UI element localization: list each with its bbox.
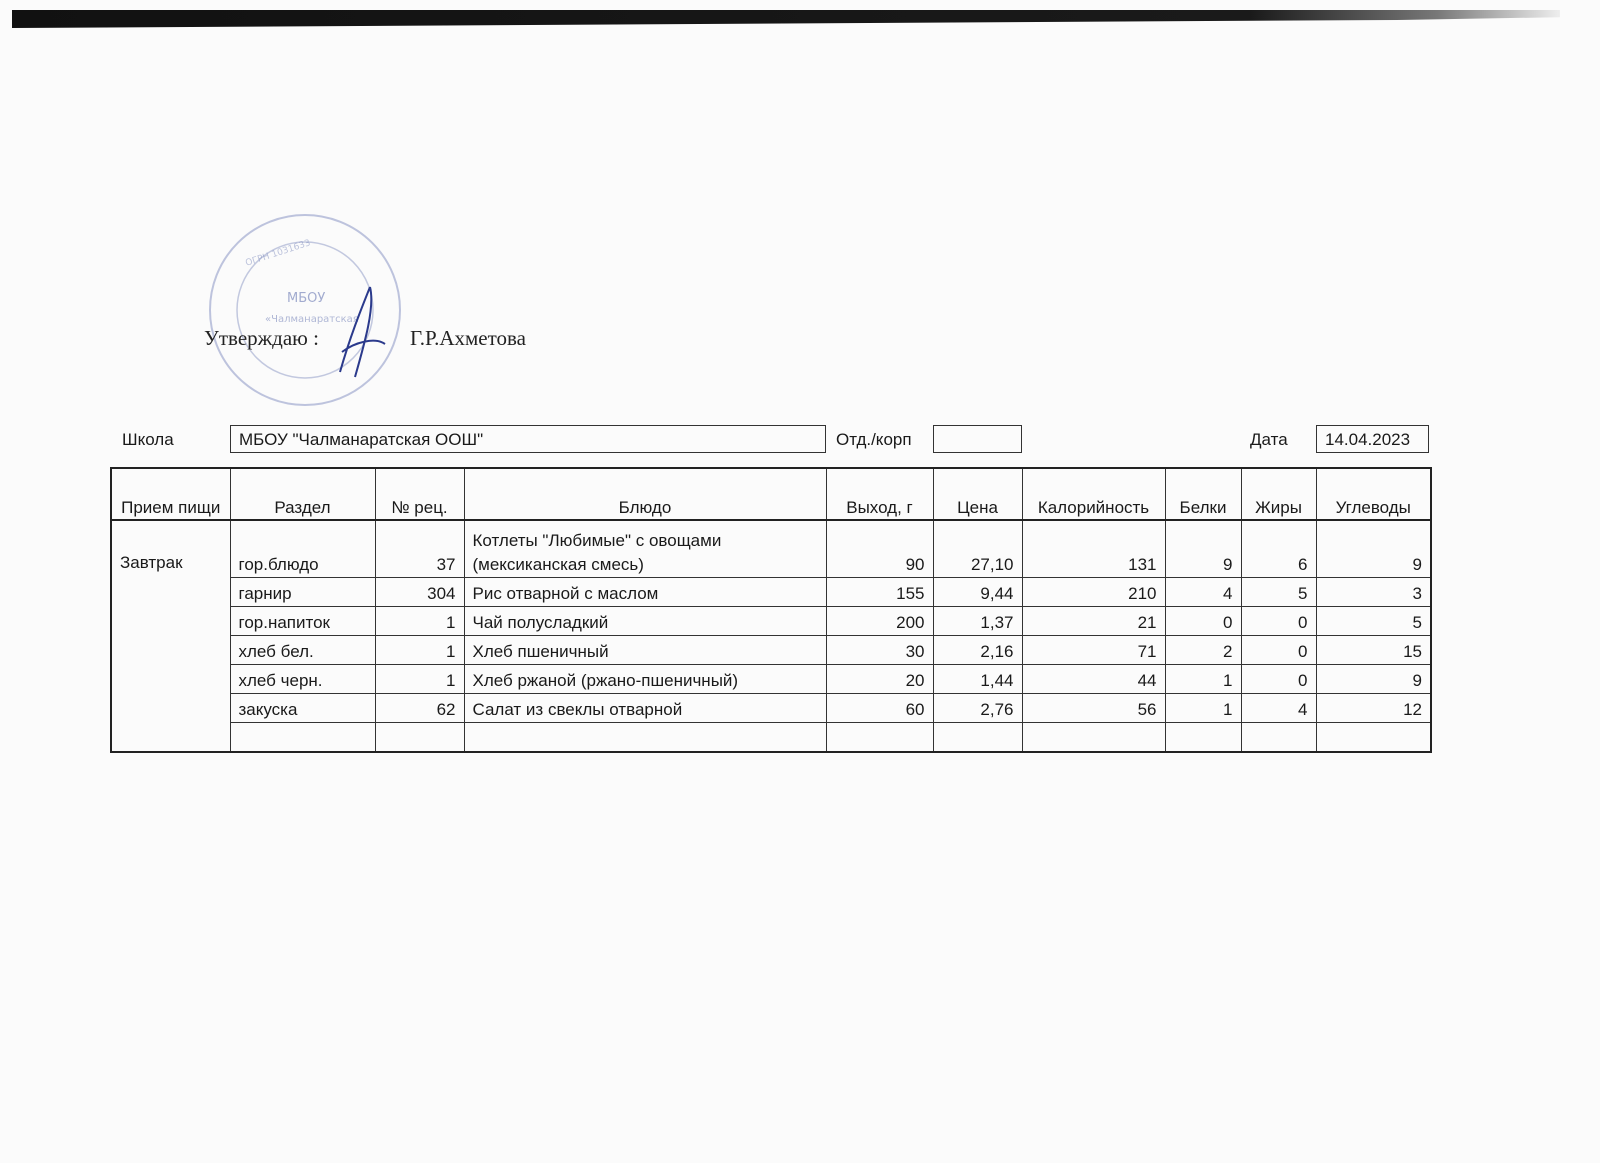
svg-text:ОГРН 1031633: ОГРН 1031633 [244,238,312,269]
dish-cell: Хлеб пшеничный [464,636,826,665]
table-header-row [111,468,1431,520]
svg-text:МБОУ: МБОУ [287,291,326,306]
price-cell: 1,44 [933,665,1022,694]
meal-cell: Завтрак [111,520,230,752]
dept-field[interactable] [933,425,1022,453]
price-cell: 2,16 [933,636,1022,665]
output-cell: 30 [826,636,933,665]
fat-cell: 6 [1241,520,1316,578]
protein-cell: 1 [1165,665,1241,694]
section-cell: гор.блюдо [230,520,375,578]
col-header-calories: Калорийность [1022,468,1165,520]
dish-cell [464,723,826,753]
protein-cell: 1 [1165,694,1241,723]
table-row [111,578,1431,607]
table-row [111,694,1431,723]
dept-label: Отд./корп [836,430,912,449]
col-header-protein: Белки [1165,468,1241,520]
col-header-meal: Прием пищи [111,468,230,520]
carbs-cell: 9 [1316,665,1431,694]
col-header-dish: Блюдо [464,468,826,520]
date-label: Дата [1250,430,1288,449]
recipe-cell: 62 [375,694,464,723]
table-row [111,607,1431,636]
calories-cell: 71 [1022,636,1165,665]
col-header-fat: Жиры [1241,468,1316,520]
protein-cell: 0 [1165,607,1241,636]
table-row [111,520,1431,578]
calories-cell: 44 [1022,665,1165,694]
svg-text:«Чалманаратская: «Чалманаратская [265,314,359,325]
col-header-output: Выход, г [826,468,933,520]
col-header-carbs: Углеводы [1316,468,1431,520]
output-cell: 90 [826,520,933,578]
output-cell [826,723,933,753]
dish-cell: Рис отварной с маслом [464,578,826,607]
recipe-cell: 1 [375,636,464,665]
col-header-price: Цена [933,468,1022,520]
section-cell: гарнир [230,578,375,607]
fat-cell: 4 [1241,694,1316,723]
price-cell: 1,37 [933,607,1022,636]
carbs-cell: 9 [1316,520,1431,578]
carbs-cell: 3 [1316,578,1431,607]
calories-cell [1022,723,1165,753]
dish-cell: Салат из свеклы отварной [464,694,826,723]
recipe-cell: 304 [375,578,464,607]
approval-label: Утверждаю : [204,326,319,350]
menu-table [110,467,1432,753]
recipe-cell: 37 [375,520,464,578]
table-row [111,636,1431,665]
dish-cell: Хлеб ржаной (ржано-пшеничный) [464,665,826,694]
price-cell: 9,44 [933,578,1022,607]
recipe-cell [375,723,464,753]
price-cell [933,723,1022,753]
fat-cell: 0 [1241,636,1316,665]
table-row [111,665,1431,694]
school-field[interactable]: МБОУ "Чалманаратская ООШ" [230,425,826,453]
table-row-empty [111,723,1431,753]
protein-cell: 9 [1165,520,1241,578]
output-cell: 60 [826,694,933,723]
calories-cell: 21 [1022,607,1165,636]
fat-cell [1241,723,1316,753]
signature [330,282,390,382]
calories-cell: 131 [1022,520,1165,578]
recipe-cell: 1 [375,607,464,636]
section-cell: хлеб бел. [230,636,375,665]
fat-cell: 5 [1241,578,1316,607]
calories-cell: 210 [1022,578,1165,607]
protein-cell [1165,723,1241,753]
carbs-cell: 12 [1316,694,1431,723]
col-header-recipe: № рец. [375,468,464,520]
protein-cell: 2 [1165,636,1241,665]
approver-name: Г.Р.Ахметова [410,326,526,350]
output-cell: 200 [826,607,933,636]
output-cell: 155 [826,578,933,607]
date-field[interactable]: 14.04.2023 [1316,425,1429,453]
scan-edge-bar [12,10,1560,28]
fat-cell: 0 [1241,665,1316,694]
recipe-cell: 1 [375,665,464,694]
dish-cell: Котлеты "Любимые" с овощами (мексиканская смесь) [464,520,826,578]
protein-cell: 4 [1165,578,1241,607]
calories-cell: 56 [1022,694,1165,723]
carbs-cell [1316,723,1431,753]
col-header-section: Раздел [230,468,375,520]
school-label: Школа [122,430,174,449]
fat-cell: 0 [1241,607,1316,636]
section-cell: гор.напиток [230,607,375,636]
carbs-cell: 15 [1316,636,1431,665]
section-cell [230,723,375,753]
carbs-cell: 5 [1316,607,1431,636]
output-cell: 20 [826,665,933,694]
price-cell: 2,76 [933,694,1022,723]
section-cell: хлеб черн. [230,665,375,694]
section-cell: закуска [230,694,375,723]
price-cell: 27,10 [933,520,1022,578]
dish-cell: Чай полусладкий [464,607,826,636]
